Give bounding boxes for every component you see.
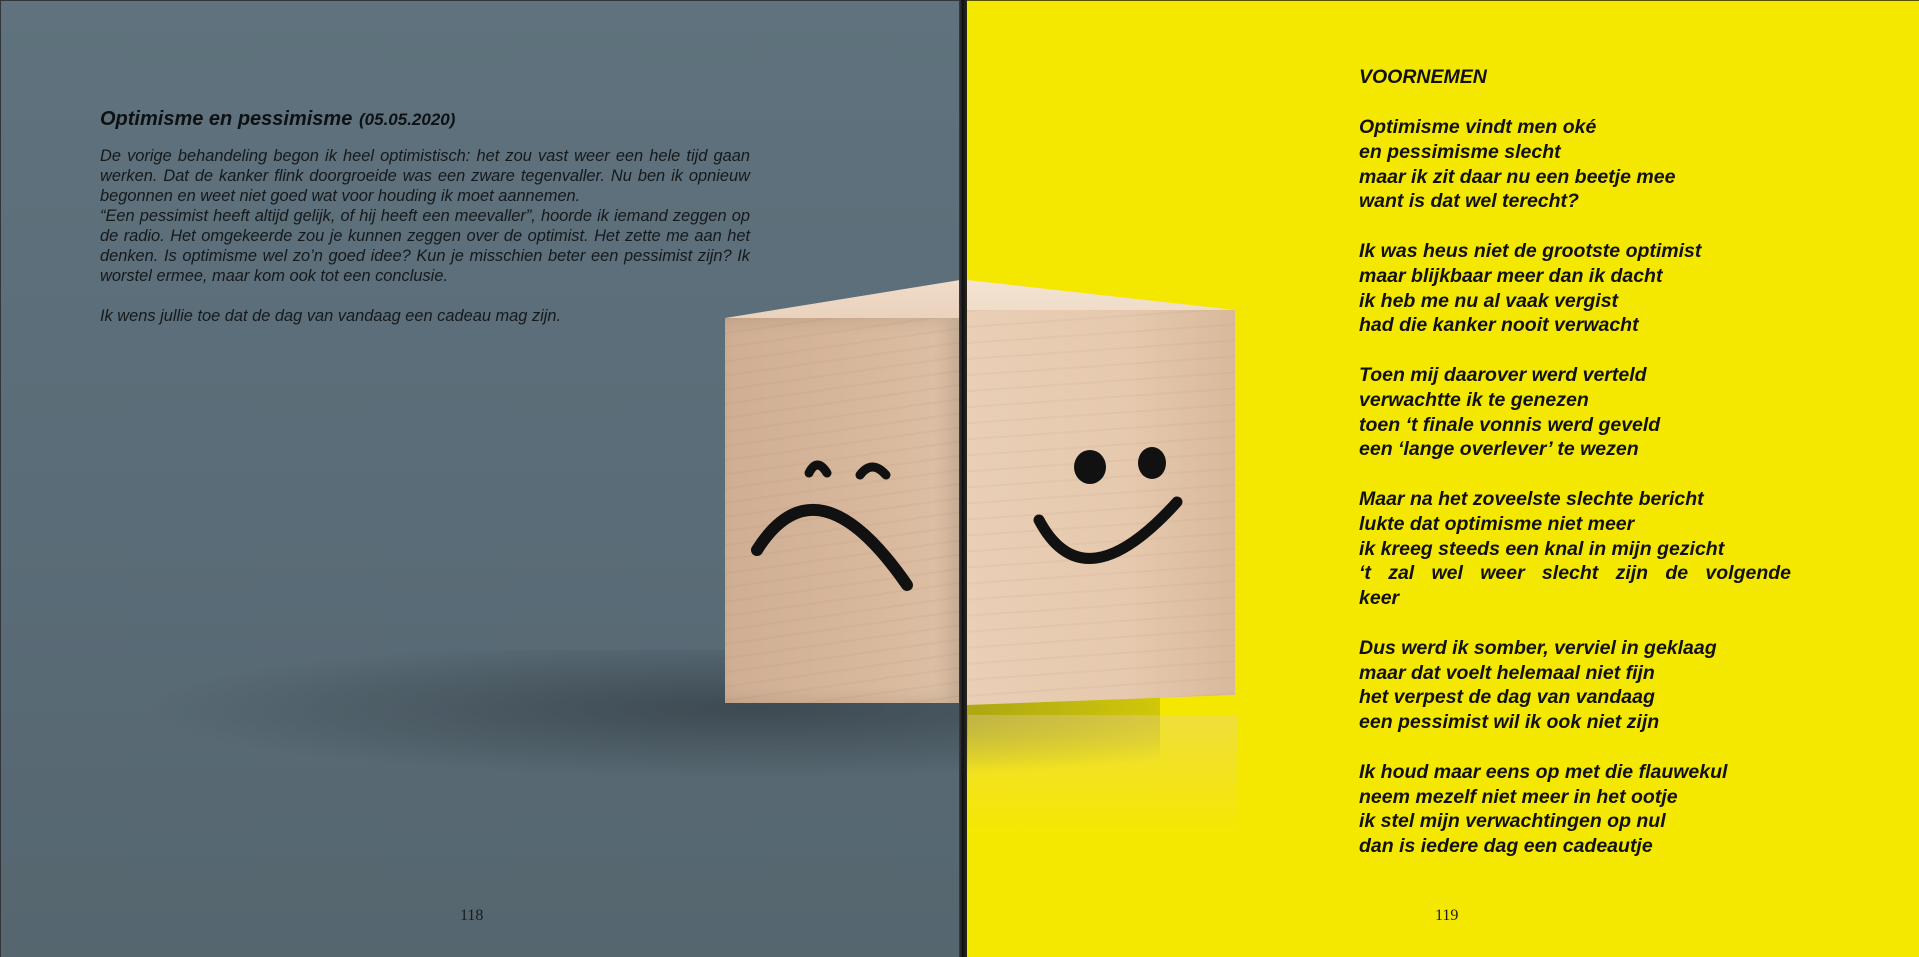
poem-line: ik kreeg steeds een knal in mijn gezicht <box>1359 537 1725 560</box>
wooden-cube-illustration <box>725 280 1235 720</box>
poem-stanza <box>1359 487 1791 611</box>
poem-line: verwachtte ik te genezen <box>1359 388 1589 411</box>
poem-stanza <box>1359 636 1791 735</box>
poem-line: neem mezelf niet meer in het ootje <box>1359 785 1678 808</box>
essay-body <box>100 146 750 346</box>
poem-stanza <box>1359 363 1791 462</box>
poem-line: Ik houd maar eens op met die flauwekul <box>1359 760 1728 783</box>
poem-line: een pessimist wil ik ook niet zijn <box>1359 711 1660 734</box>
poem-line: had die kanker nooit verwacht <box>1359 314 1639 337</box>
poem-line: Optimisme vindt men oké <box>1359 116 1597 138</box>
poem-line: dan is iedere dag een cadeautje <box>1359 835 1653 858</box>
happy-face-icon <box>1015 420 1215 590</box>
essay-paragraph: Ik wens jullie toe dat de dag van vandaag een cadeau mag zijn. <box>100 307 562 325</box>
poem-line: een ‘lange overlever’ te wezen <box>1359 438 1639 461</box>
poem-line: Toen mij daarover werd verteld <box>1359 363 1647 386</box>
poem-stanza <box>1359 115 1791 214</box>
poem-line: keer <box>1359 587 1400 610</box>
essay-paragraph: “Een pessimist heeft altijd gelijk, of hij heeft een meevaller”, hoorde ik iemand zeggen op de radio. Het omgekeerde zou je kunnen zeggen over de optimist. Het zette me aan het denken. Is optimisme wel zo’n goed idee? Kun je misschien beter een pessimist zijn? Ik worstel ermee, maar kom ook tot een conclusie. <box>100 207 750 285</box>
poem-stanza <box>1359 760 1791 859</box>
essay-date: (05.05.2020) <box>359 110 456 129</box>
poem-line: maar dat voelt helemaal niet fijn <box>1359 661 1655 684</box>
essay-paragraph: De vorige behandeling begon ik heel optimistisch: het zou vast weer een hele tijd gaan werken. Dat de kanker flink doorgroeide was een zware tegenvaller. Nu ben ik opnieuw begonnen en weet niet goed wat voor houding ik moet aannemen. <box>100 147 750 205</box>
sad-face-icon <box>745 430 945 600</box>
poem-line: maar blijkbaar meer dan ik dacht <box>1359 264 1663 287</box>
poem-line: het verpest de dag van vandaag <box>1359 686 1655 709</box>
poem-title: VOORNEMEN <box>1359 66 1487 88</box>
page-number-right: 119 <box>1435 907 1459 924</box>
essay-title: Optimisme en pessimisme <box>100 108 353 130</box>
poem-line: want is dat wel terecht? <box>1359 190 1579 213</box>
poem-line: Maar na het zoveelste slechte bericht <box>1359 487 1704 510</box>
poem-line: toen ‘t finale vonnis werd geveld <box>1359 413 1661 436</box>
essay-heading <box>100 104 455 132</box>
poem-line: ‘t zal wel weer slecht zijn de volgende <box>1359 562 1791 585</box>
poem-line: ik heb me nu al vaak vergist <box>1359 289 1619 312</box>
poem-line: ik stel mijn verwachtingen op nul <box>1359 810 1666 833</box>
poem-line: Dus werd ik somber, verviel in geklaag <box>1359 636 1717 659</box>
poem-line: lukte dat optimisme niet meer <box>1359 512 1635 535</box>
page-number-left: 118 <box>460 907 484 924</box>
book-gutter <box>959 0 967 957</box>
poem-stanza <box>1359 239 1791 338</box>
cube-reflection <box>968 715 1238 835</box>
poem-line: en pessimisme slecht <box>1359 140 1561 163</box>
poem-line: maar ik zit daar nu een beetje mee <box>1359 165 1676 188</box>
poem-line: Ik was heus niet de grootste optimist <box>1359 239 1702 262</box>
poem <box>1359 115 1791 884</box>
